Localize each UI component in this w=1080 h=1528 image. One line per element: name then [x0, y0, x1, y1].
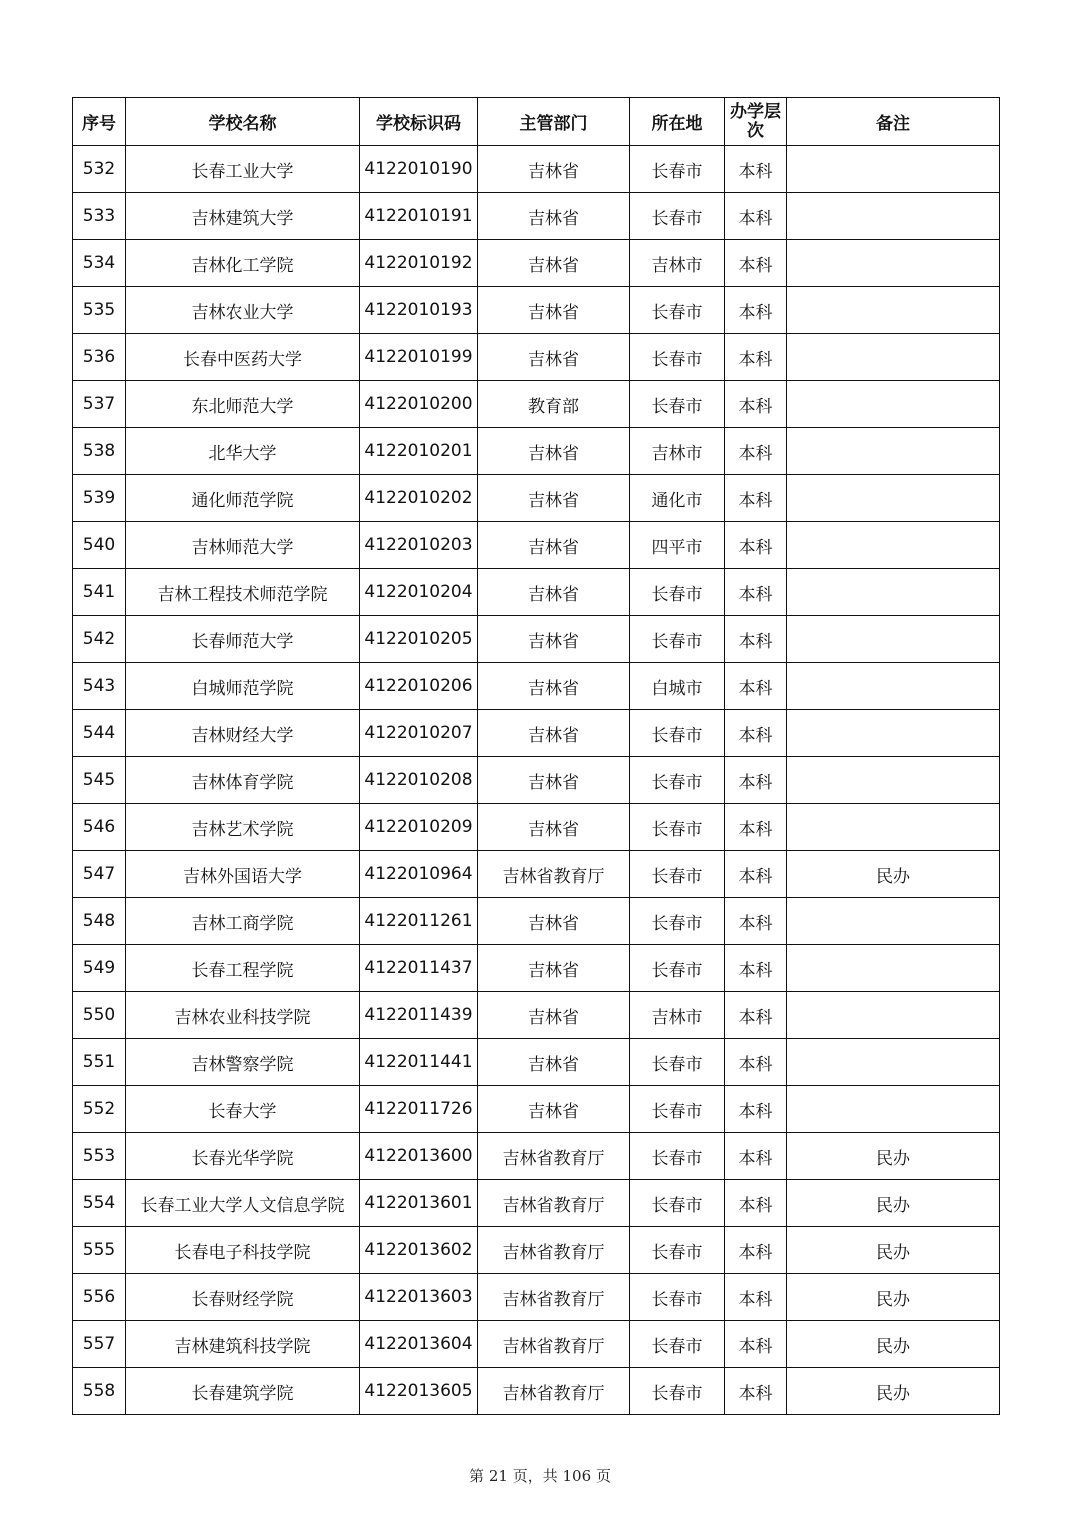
cell-index: 538 — [73, 428, 126, 475]
cell-location: 吉林市 — [630, 428, 725, 475]
cell-remark — [787, 992, 1000, 1039]
cell-level: 本科 — [725, 1039, 787, 1086]
cell-remark — [787, 1086, 1000, 1133]
table-row — [73, 569, 1000, 616]
cell-remark: 民办 — [787, 1133, 1000, 1180]
cell-location: 长春市 — [630, 146, 725, 193]
cell-department: 吉林省教育厅 — [478, 1274, 630, 1321]
cell-level: 本科 — [725, 240, 787, 287]
cell-level: 本科 — [725, 569, 787, 616]
cell-remark — [787, 522, 1000, 569]
cell-school-name: 长春工业大学 — [126, 146, 360, 193]
cell-school-code: 4122013604 — [360, 1321, 478, 1368]
table-row — [73, 992, 1000, 1039]
cell-index: 557 — [73, 1321, 126, 1368]
cell-school-code: 4122011437 — [360, 945, 478, 992]
cell-remark — [787, 381, 1000, 428]
cell-remark — [787, 710, 1000, 757]
cell-index: 547 — [73, 851, 126, 898]
table-row — [73, 381, 1000, 428]
cell-level: 本科 — [725, 851, 787, 898]
cell-level: 本科 — [725, 804, 787, 851]
cell-department: 吉林省 — [478, 475, 630, 522]
table-row — [73, 146, 1000, 193]
cell-location: 长春市 — [630, 1133, 725, 1180]
cell-department: 吉林省 — [478, 287, 630, 334]
cell-school-code: 4122010200 — [360, 381, 478, 428]
cell-department: 吉林省 — [478, 663, 630, 710]
footer-total-pages: 106 — [562, 1467, 592, 1485]
table-row — [73, 522, 1000, 569]
cell-school-name: 吉林工商学院 — [126, 898, 360, 945]
cell-level: 本科 — [725, 1180, 787, 1227]
cell-level: 本科 — [725, 287, 787, 334]
cell-level: 本科 — [725, 193, 787, 240]
cell-school-code: 4122010201 — [360, 428, 478, 475]
cell-index: 532 — [73, 146, 126, 193]
cell-school-code: 4122010202 — [360, 475, 478, 522]
cell-school-name: 长春电子科技学院 — [126, 1227, 360, 1274]
cell-remark — [787, 475, 1000, 522]
cell-remark — [787, 146, 1000, 193]
cell-school-name: 吉林化工学院 — [126, 240, 360, 287]
table-row — [73, 898, 1000, 945]
page-footer — [0, 1465, 1080, 1486]
cell-school-name: 吉林艺术学院 — [126, 804, 360, 851]
cell-index: 556 — [73, 1274, 126, 1321]
cell-school-name: 吉林农业大学 — [126, 287, 360, 334]
cell-level: 本科 — [725, 710, 787, 757]
table-row — [73, 663, 1000, 710]
cell-school-code: 4122013600 — [360, 1133, 478, 1180]
table-row — [73, 1368, 1000, 1415]
table-row — [73, 945, 1000, 992]
cell-school-code: 4122010209 — [360, 804, 478, 851]
cell-school-code: 4122010964 — [360, 851, 478, 898]
cell-department: 吉林省 — [478, 1039, 630, 1086]
footer-prefix: 第 — [469, 1467, 485, 1485]
cell-location: 长春市 — [630, 1180, 725, 1227]
cell-department: 吉林省教育厅 — [478, 1133, 630, 1180]
cell-school-name: 长春建筑学院 — [126, 1368, 360, 1415]
header-department: 主管部门 — [478, 98, 630, 146]
cell-school-name: 北华大学 — [126, 428, 360, 475]
cell-school-name: 东北师范大学 — [126, 381, 360, 428]
cell-index: 548 — [73, 898, 126, 945]
cell-level: 本科 — [725, 992, 787, 1039]
cell-index: 542 — [73, 616, 126, 663]
table-header-row — [73, 98, 1000, 146]
cell-level: 本科 — [725, 945, 787, 992]
cell-department: 吉林省 — [478, 992, 630, 1039]
cell-index: 536 — [73, 334, 126, 381]
cell-school-name: 吉林农业科技学院 — [126, 992, 360, 1039]
cell-remark — [787, 757, 1000, 804]
cell-remark: 民办 — [787, 1227, 1000, 1274]
cell-level: 本科 — [725, 428, 787, 475]
cell-school-code: 4122010192 — [360, 240, 478, 287]
cell-department: 吉林省 — [478, 428, 630, 475]
table-row — [73, 757, 1000, 804]
cell-index: 553 — [73, 1133, 126, 1180]
cell-index: 534 — [73, 240, 126, 287]
cell-index: 555 — [73, 1227, 126, 1274]
cell-location: 四平市 — [630, 522, 725, 569]
cell-level: 本科 — [725, 757, 787, 804]
cell-remark: 民办 — [787, 1368, 1000, 1415]
cell-department: 吉林省教育厅 — [478, 1227, 630, 1274]
cell-level: 本科 — [725, 1321, 787, 1368]
cell-level: 本科 — [725, 1368, 787, 1415]
cell-school-code: 4122010207 — [360, 710, 478, 757]
table-row — [73, 804, 1000, 851]
cell-school-name: 长春工程学院 — [126, 945, 360, 992]
cell-school-code: 4122011726 — [360, 1086, 478, 1133]
cell-remark — [787, 287, 1000, 334]
cell-remark — [787, 334, 1000, 381]
cell-index: 539 — [73, 475, 126, 522]
cell-school-name: 长春财经学院 — [126, 1274, 360, 1321]
cell-school-code: 4122011261 — [360, 898, 478, 945]
cell-location: 长春市 — [630, 945, 725, 992]
cell-level: 本科 — [725, 1133, 787, 1180]
cell-department: 吉林省 — [478, 898, 630, 945]
table-row — [73, 428, 1000, 475]
cell-location: 长春市 — [630, 1274, 725, 1321]
cell-remark: 民办 — [787, 1274, 1000, 1321]
cell-location: 长春市 — [630, 804, 725, 851]
table-row — [73, 710, 1000, 757]
cell-location: 白城市 — [630, 663, 725, 710]
cell-level: 本科 — [725, 1227, 787, 1274]
cell-school-name: 长春师范大学 — [126, 616, 360, 663]
cell-index: 533 — [73, 193, 126, 240]
cell-department: 吉林省 — [478, 945, 630, 992]
table-row — [73, 1086, 1000, 1133]
table-row — [73, 193, 1000, 240]
cell-index: 552 — [73, 1086, 126, 1133]
header-school-code: 学校标识码 — [360, 98, 478, 146]
cell-department: 吉林省教育厅 — [478, 1321, 630, 1368]
cell-location: 长春市 — [630, 1368, 725, 1415]
cell-department: 吉林省 — [478, 146, 630, 193]
cell-location: 长春市 — [630, 287, 725, 334]
cell-school-name: 吉林财经大学 — [126, 710, 360, 757]
cell-department: 教育部 — [478, 381, 630, 428]
cell-school-name: 长春中医药大学 — [126, 334, 360, 381]
table-row — [73, 334, 1000, 381]
cell-department: 吉林省教育厅 — [478, 1180, 630, 1227]
cell-remark — [787, 569, 1000, 616]
cell-location: 通化市 — [630, 475, 725, 522]
cell-index: 550 — [73, 992, 126, 1039]
cell-level: 本科 — [725, 616, 787, 663]
cell-department: 吉林省 — [478, 757, 630, 804]
cell-school-name: 通化师范学院 — [126, 475, 360, 522]
table-row — [73, 616, 1000, 663]
cell-school-name: 吉林建筑大学 — [126, 193, 360, 240]
cell-index: 549 — [73, 945, 126, 992]
cell-level: 本科 — [725, 1274, 787, 1321]
table-row — [73, 851, 1000, 898]
cell-index: 546 — [73, 804, 126, 851]
cell-remark — [787, 193, 1000, 240]
cell-level: 本科 — [725, 334, 787, 381]
cell-school-name: 长春工业大学人文信息学院 — [126, 1180, 360, 1227]
cell-school-code: 4122010199 — [360, 334, 478, 381]
cell-department: 吉林省 — [478, 522, 630, 569]
cell-department: 吉林省教育厅 — [478, 1368, 630, 1415]
table-row — [73, 287, 1000, 334]
cell-department: 吉林省 — [478, 569, 630, 616]
cell-department: 吉林省 — [478, 193, 630, 240]
cell-school-code: 4122011441 — [360, 1039, 478, 1086]
cell-department: 吉林省 — [478, 804, 630, 851]
cell-location: 长春市 — [630, 710, 725, 757]
cell-school-code: 4122010205 — [360, 616, 478, 663]
cell-location: 长春市 — [630, 381, 725, 428]
cell-school-name: 吉林建筑科技学院 — [126, 1321, 360, 1368]
cell-school-code: 4122010206 — [360, 663, 478, 710]
table-row — [73, 240, 1000, 287]
table-row — [73, 1321, 1000, 1368]
cell-department: 吉林省 — [478, 240, 630, 287]
cell-school-code: 4122010191 — [360, 193, 478, 240]
cell-remark — [787, 804, 1000, 851]
table-body — [73, 146, 1000, 1415]
cell-school-code: 4122010208 — [360, 757, 478, 804]
cell-school-code: 4122010203 — [360, 522, 478, 569]
cell-department: 吉林省 — [478, 616, 630, 663]
cell-index: 535 — [73, 287, 126, 334]
cell-remark — [787, 428, 1000, 475]
cell-index: 537 — [73, 381, 126, 428]
header-level: 办学层次 — [725, 98, 787, 146]
footer-middle: 页，共 — [512, 1467, 558, 1485]
cell-department: 吉林省 — [478, 1086, 630, 1133]
cell-remark — [787, 240, 1000, 287]
header-school-name: 学校名称 — [126, 98, 360, 146]
cell-school-name: 吉林警察学院 — [126, 1039, 360, 1086]
cell-location: 长春市 — [630, 1086, 725, 1133]
cell-school-code: 4122013605 — [360, 1368, 478, 1415]
cell-level: 本科 — [725, 522, 787, 569]
table-row — [73, 475, 1000, 522]
cell-school-name: 吉林工程技术师范学院 — [126, 569, 360, 616]
cell-school-name: 长春大学 — [126, 1086, 360, 1133]
table-row — [73, 1274, 1000, 1321]
cell-level: 本科 — [725, 1086, 787, 1133]
cell-remark — [787, 1039, 1000, 1086]
cell-level: 本科 — [725, 381, 787, 428]
cell-school-code: 4122011439 — [360, 992, 478, 1039]
table-row — [73, 1039, 1000, 1086]
header-index: 序号 — [73, 98, 126, 146]
cell-school-name: 吉林师范大学 — [126, 522, 360, 569]
cell-school-name: 吉林外国语大学 — [126, 851, 360, 898]
table-row — [73, 1133, 1000, 1180]
cell-location: 长春市 — [630, 898, 725, 945]
cell-department: 吉林省 — [478, 710, 630, 757]
cell-level: 本科 — [725, 663, 787, 710]
table-row — [73, 1180, 1000, 1227]
cell-remark: 民办 — [787, 851, 1000, 898]
cell-location: 吉林市 — [630, 240, 725, 287]
cell-school-name: 长春光华学院 — [126, 1133, 360, 1180]
cell-index: 540 — [73, 522, 126, 569]
cell-remark: 民办 — [787, 1321, 1000, 1368]
cell-level: 本科 — [725, 898, 787, 945]
cell-location: 长春市 — [630, 569, 725, 616]
cell-location: 长春市 — [630, 851, 725, 898]
cell-school-name: 白城师范学院 — [126, 663, 360, 710]
cell-remark — [787, 616, 1000, 663]
cell-location: 长春市 — [630, 1039, 725, 1086]
cell-remark — [787, 898, 1000, 945]
table-row — [73, 1227, 1000, 1274]
cell-location: 长春市 — [630, 1227, 725, 1274]
cell-level: 本科 — [725, 146, 787, 193]
footer-page-number: 21 — [488, 1467, 508, 1485]
header-location: 所在地 — [630, 98, 725, 146]
cell-school-code: 4122013601 — [360, 1180, 478, 1227]
cell-index: 545 — [73, 757, 126, 804]
cell-school-code: 4122010204 — [360, 569, 478, 616]
cell-index: 543 — [73, 663, 126, 710]
cell-index: 541 — [73, 569, 126, 616]
cell-school-name: 吉林体育学院 — [126, 757, 360, 804]
cell-school-code: 4122010190 — [360, 146, 478, 193]
cell-remark — [787, 663, 1000, 710]
cell-remark — [787, 945, 1000, 992]
cell-school-code: 4122013602 — [360, 1227, 478, 1274]
cell-location: 吉林市 — [630, 992, 725, 1039]
cell-school-code: 4122010193 — [360, 287, 478, 334]
cell-location: 长春市 — [630, 616, 725, 663]
footer-suffix: 页 — [595, 1467, 611, 1485]
cell-location: 长春市 — [630, 193, 725, 240]
cell-department: 吉林省 — [478, 334, 630, 381]
cell-level: 本科 — [725, 475, 787, 522]
cell-index: 554 — [73, 1180, 126, 1227]
cell-location: 长春市 — [630, 757, 725, 804]
cell-index: 551 — [73, 1039, 126, 1086]
cell-school-code: 4122013603 — [360, 1274, 478, 1321]
school-list-table — [72, 97, 1000, 1415]
cell-index: 544 — [73, 710, 126, 757]
cell-location: 长春市 — [630, 334, 725, 381]
cell-department: 吉林省教育厅 — [478, 851, 630, 898]
cell-index: 558 — [73, 1368, 126, 1415]
cell-remark: 民办 — [787, 1180, 1000, 1227]
cell-location: 长春市 — [630, 1321, 725, 1368]
header-remark: 备注 — [787, 98, 1000, 146]
